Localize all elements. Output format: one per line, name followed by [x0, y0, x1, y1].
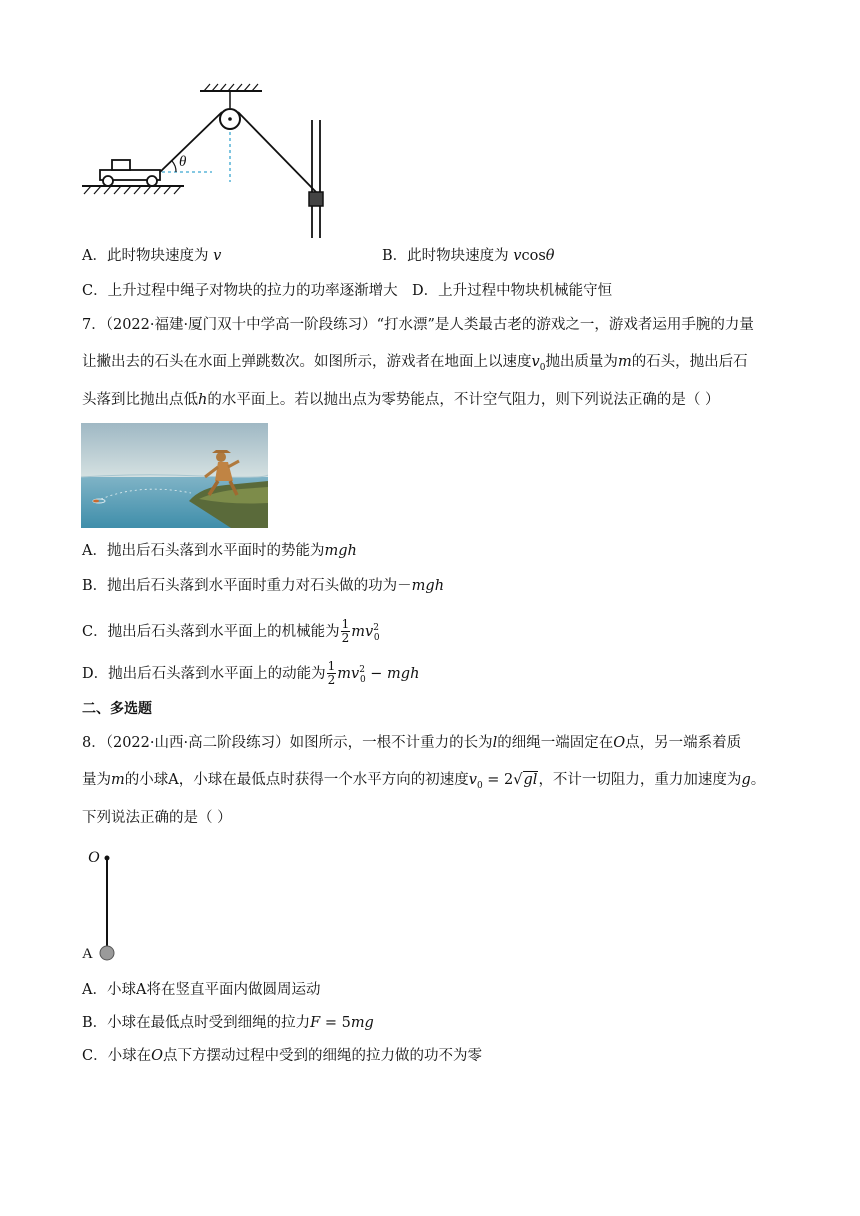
q8-stem-line-2: 量为m的小球A，小球在最低点时获得一个水平方向的初速度$v_0 = 2√gl$，不计一切阻力，重力加速度为g。: [82, 772, 766, 791]
q8-stem-line-1: 8．（2022·山西·高二阶段练习）如图所示，一根不计重力的长为l的细绳一端固定在O点，另一端系着质: [82, 735, 742, 751]
q7-stem-line-1: 7．（2022·福建·厦门双十中学高一阶段练习）“打水漂”是人类最古老的游戏之一，游戏者运用手腕的力量: [82, 317, 754, 333]
q8-option-b[interactable]: B．小球在最低点时受到细绳的拉力F = 5mg: [82, 1015, 374, 1031]
fraction-one-half: $\frac{1}{2}$: [341, 617, 350, 646]
q7-option-c[interactable]: C．抛出后石头落到水平面上的机械能为 $\frac{1}{2}$ $mv^2_0$: [82, 617, 380, 646]
q7-option-d[interactable]: D．抛出后石头落到水平面上的动能为 $\frac{1}{2}$ $mv^2_0$ − mgh: [82, 659, 420, 688]
q8-option-a[interactable]: A．小球A将在竖直平面内做圆周运动: [82, 982, 321, 998]
fraction-one-half: $\frac{1}{2}$: [327, 659, 336, 688]
q7-stem-line-3: 头落到比抛出点低h的水平面上。若以抛出点为零势能点，不计空气阻力，则下列说法正确的是（ ）: [82, 392, 720, 408]
q8-stem-line-3: 下列说法正确的是（ ）: [82, 810, 232, 826]
q6-option-d[interactable]: D．上升过程中物块机械能守恒: [412, 283, 613, 299]
q7-option-a[interactable]: A．抛出后石头落到水平面时的势能为mgh: [82, 543, 357, 559]
q7-option-b[interactable]: B．抛出后石头落到水平面时重力对石头做的功为－mgh: [82, 578, 445, 594]
q6-option-b[interactable]: B．此时物块速度为 vcosθ: [382, 248, 555, 264]
theta-label: θ: [179, 154, 187, 170]
q6-option-a[interactable]: A．此时物块速度为 v: [82, 248, 222, 264]
q6-option-c[interactable]: C．上升过程中绳子对物块的拉力的功率逐渐增大: [82, 283, 398, 299]
q8-option-c[interactable]: C．小球在O点下方摆动过程中受到的细绳的拉力做的功不为零: [82, 1048, 482, 1064]
pendulum-figure: [82, 842, 132, 962]
pulley-truck-figure: [78, 82, 338, 242]
ball-a-label: A: [82, 946, 93, 962]
q7-stem-line-2: 让撇出去的石头在水面上弹跳数次。如图所示，游戏者在地面上以速度$v_0$抛出质量为m的石头，抛出后石: [82, 354, 748, 373]
stone-skipping-photo: [81, 423, 268, 528]
pivot-o-label: O: [88, 849, 100, 866]
section-title: 二、多选题: [82, 701, 152, 717]
sqrt-symbol: √: [513, 772, 523, 788]
